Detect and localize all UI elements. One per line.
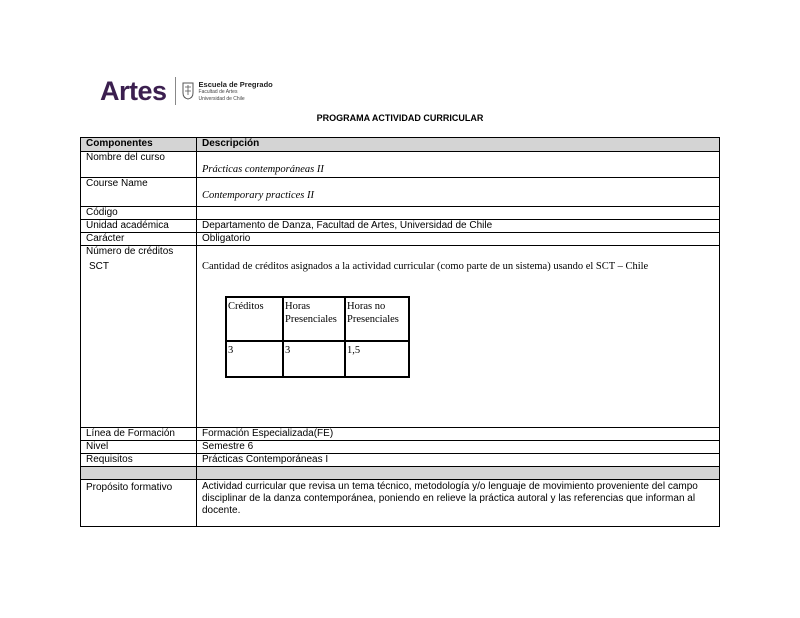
logo-divider <box>175 77 176 105</box>
purpose-label: Propósito formativo <box>81 480 197 527</box>
separator-cell-left <box>81 467 197 480</box>
university-seal-icon <box>182 82 194 100</box>
faculty-logo <box>100 76 273 106</box>
document-title: PROGRAMA ACTIVIDAD CURRICULAR <box>316 113 484 123</box>
unit-value: Departamento de Danza, Facultad de Artes, Universidad de Chile <box>197 220 720 233</box>
separator-row <box>81 467 720 480</box>
separator-cell-right <box>197 467 720 480</box>
non-presential-hours-value: 1,5 <box>345 341 409 377</box>
row-character <box>81 233 720 246</box>
row-unit <box>81 220 720 233</box>
level-label: Nivel <box>81 441 197 454</box>
level-value: Semestre 6 <box>197 441 720 454</box>
course-name-cell <box>197 152 720 178</box>
line-label: Línea de Formación <box>81 428 197 441</box>
credits-table <box>225 296 410 378</box>
purpose-value: Actividad curricular que revisa un tema técnico, metodología y/o lenguaje de movimiento proveniente del campo disciplinar de la danza contemporánea, poniendo en relieve la práctica autoral y las referencias que informan al docente. <box>197 480 720 527</box>
logo-university: Universidad de Chile <box>198 95 245 102</box>
course-name-en-value: Contemporary practices II <box>202 190 314 201</box>
course-name-en-cell <box>197 178 720 207</box>
header-description: Descripción <box>197 138 720 152</box>
credits-description: Cantidad de créditos asignados a la actividad curricular (como parte de un sistema) usando el SCT – Chile <box>202 261 649 272</box>
row-code <box>81 207 720 220</box>
row-level <box>81 441 720 454</box>
credits-header-credits: Créditos <box>226 297 283 341</box>
credits-label-cell <box>81 246 197 428</box>
course-name-value: Prácticas contemporáneas II <box>202 164 324 175</box>
code-label: Código <box>81 207 197 220</box>
logo-faculty: Facultad de Artes <box>198 88 238 95</box>
presential-hours-value: 3 <box>283 341 345 377</box>
line-value: Formación Especializada(FE) <box>197 428 720 441</box>
header-components: Componentes <box>81 138 197 152</box>
credits-table-values <box>226 341 409 377</box>
character-label: Carácter <box>81 233 197 246</box>
credits-value: 3 <box>226 341 283 377</box>
credits-header-non-presential: Horas no Presenciales <box>345 297 409 341</box>
row-credits <box>81 246 720 428</box>
credits-label-sct: SCT <box>89 261 109 272</box>
program-table <box>80 137 720 527</box>
row-course-name-en <box>81 178 720 207</box>
unit-label: Unidad académica <box>81 220 197 233</box>
table-header-row <box>81 138 720 152</box>
credits-table-header <box>226 297 409 341</box>
course-name-en-label: Course Name <box>81 178 197 207</box>
character-value: Obligatorio <box>197 233 720 246</box>
credits-label: Número de créditos <box>86 246 174 257</box>
credits-cell <box>197 246 720 428</box>
code-value <box>197 207 720 220</box>
logo-text <box>199 80 273 103</box>
row-course-name <box>81 152 720 178</box>
requirements-value: Prácticas Contemporáneas I <box>197 454 720 467</box>
row-purpose <box>81 480 720 527</box>
requirements-label: Requisitos <box>81 454 197 467</box>
course-name-label: Nombre del curso <box>81 152 197 178</box>
logo-wordmark: Artes <box>100 76 167 106</box>
row-line <box>81 428 720 441</box>
credits-header-presential: Horas Presenciales <box>283 297 345 341</box>
logo-school: Escuela de Pregrado <box>198 79 273 89</box>
row-requirements <box>81 454 720 467</box>
